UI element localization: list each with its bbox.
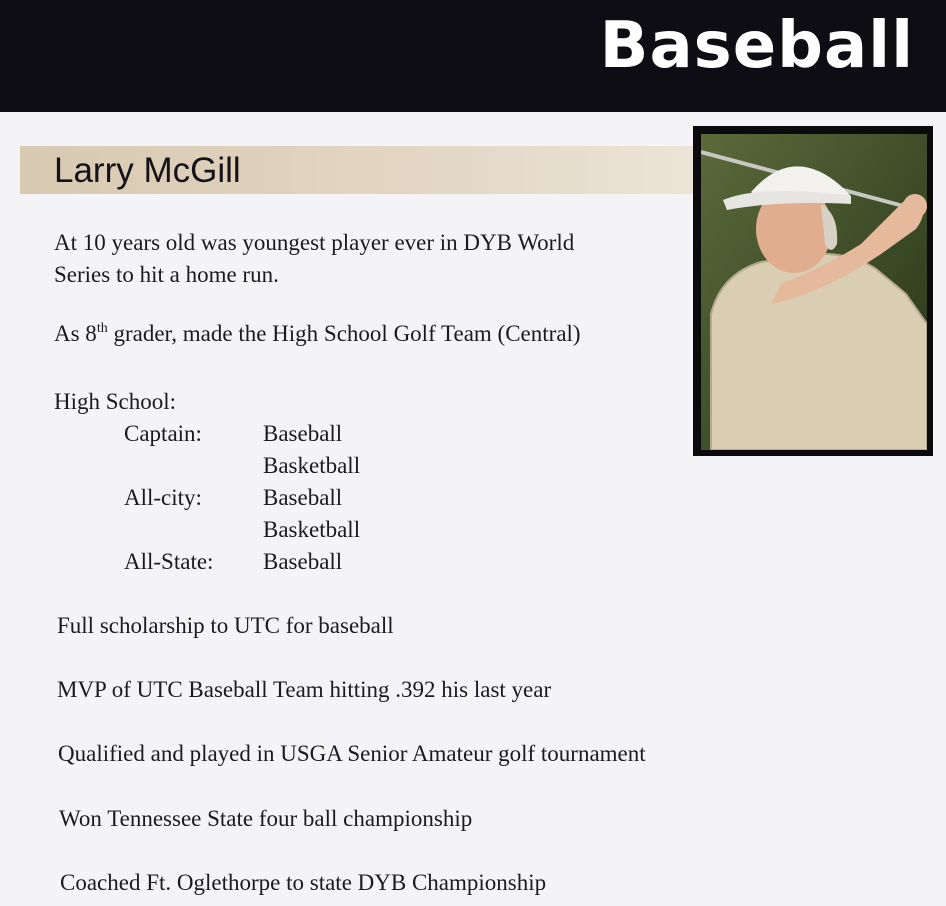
high-school-label-all-state: All-State: xyxy=(124,549,214,574)
achievement-golf-team xyxy=(54,318,581,350)
achievement-golf-team-end: grader, made the High School Golf Team (Central) xyxy=(107,321,581,346)
high-school-label-all-city: All-city: xyxy=(124,485,202,510)
high-school-value: Basketball xyxy=(263,517,361,542)
high-school-value: Baseball xyxy=(263,421,343,446)
high-school-value: Baseball xyxy=(263,485,343,510)
high-school-value: Baseball xyxy=(263,549,343,574)
high-school-heading: High School: xyxy=(54,389,177,414)
achievement-four-ball: Won Tennessee State four ball championship xyxy=(59,806,473,831)
achievement-scholarship: Full scholarship to UTC for baseball xyxy=(57,613,394,638)
achievement-mvp: MVP of UTC Baseball Team hitting .392 his last year xyxy=(57,677,552,702)
section-title: Baseball xyxy=(599,9,914,83)
player-name: Larry McGill xyxy=(54,151,241,190)
achievement-golf-team-start: As 8 xyxy=(54,321,97,346)
high-school-value: Basketball xyxy=(263,453,361,478)
header-band xyxy=(0,0,946,112)
achievement-usga: Qualified and played in USGA Senior Amateur golf tournament xyxy=(58,741,646,766)
achievement-coached: Coached Ft. Oglethorpe to state DYB Championship xyxy=(60,870,547,895)
achievement-golf-team-sup: th xyxy=(96,321,108,336)
achievement-dyb-home-run xyxy=(54,227,574,291)
golfer-photo-icon xyxy=(701,134,927,450)
golfer-photo xyxy=(693,126,933,456)
high-school-label-captain: Captain: xyxy=(124,421,202,446)
achievement-dyb-line1: At 10 years old was youngest player ever in DYB World xyxy=(54,230,575,255)
achievement-dyb-line2: Series to hit a home run. xyxy=(54,262,279,287)
name-bar xyxy=(20,146,696,194)
